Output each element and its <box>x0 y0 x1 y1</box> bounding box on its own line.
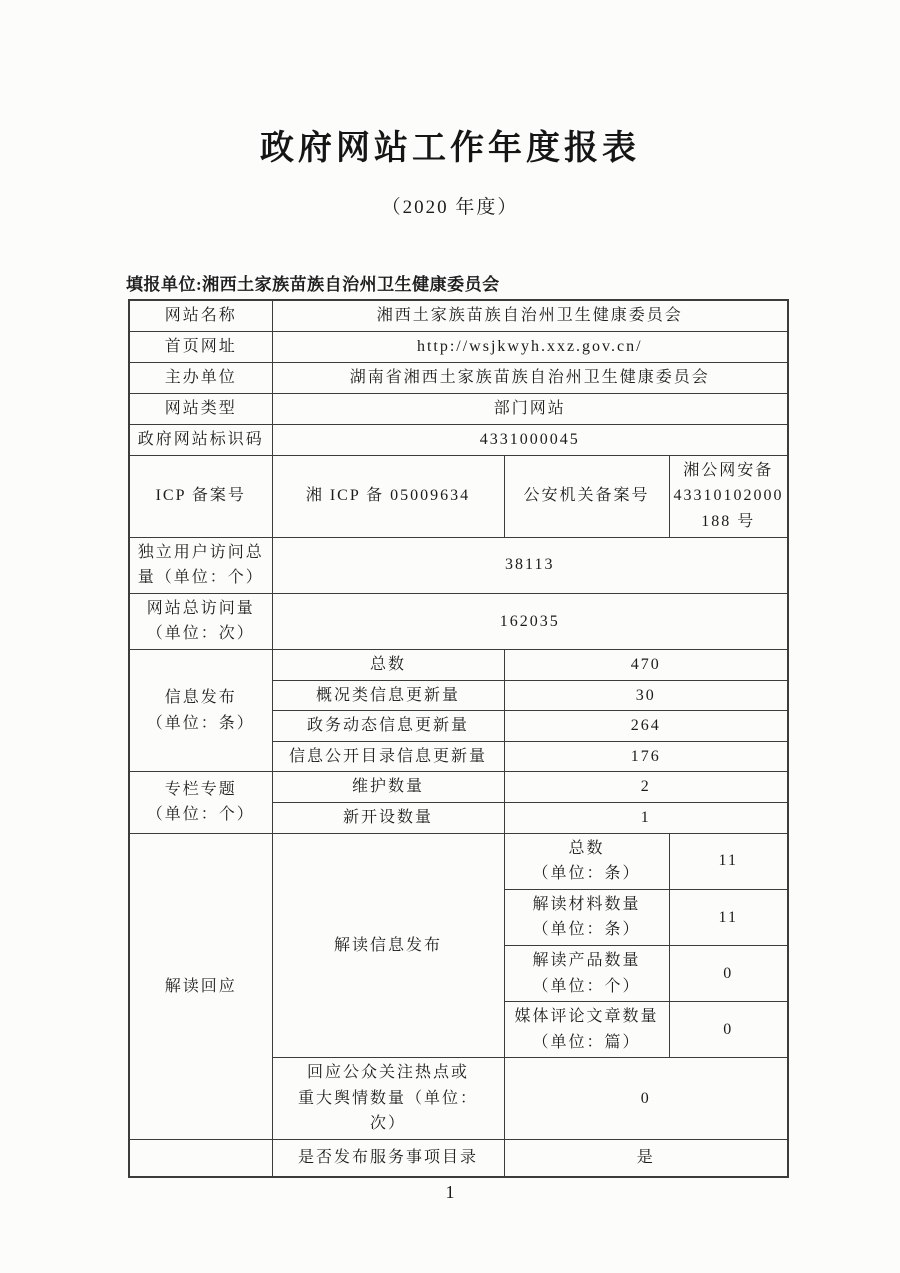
hotspot-label-cell: 回应公众关注热点或 重大舆情数量（单位： 次） <box>272 1058 504 1140</box>
info-release-section-cell: 信息发布 （单位：条） <box>129 649 272 771</box>
homepage-value-cell: http://wsjkwyh.xxz.gov.cn/ <box>272 331 788 362</box>
interp-total-label-cell: 总数 （单位：条） <box>504 833 669 889</box>
unique-visitors-value-cell: 38113 <box>272 537 788 593</box>
row-site-name <box>129 300 788 331</box>
row-total-visits <box>129 593 788 649</box>
police-record-value-cell: 湘公网安备 43310102000 188 号 <box>669 455 788 537</box>
interp-materials-label-cell: 解读材料数量 （单位：条） <box>504 889 669 945</box>
row-unique-visitors <box>129 537 788 593</box>
row-site-type <box>129 393 788 424</box>
interp-media-articles-value-cell: 0 <box>669 1002 788 1058</box>
interp-media-articles-label-cell: 媒体评论文章数量 （单位：篇） <box>504 1002 669 1058</box>
empty-cell <box>129 1140 272 1177</box>
page-number: 1 <box>445 1182 455 1202</box>
icp-label-cell: ICP 备案号 <box>129 455 272 537</box>
row-columns-maintained <box>129 772 788 803</box>
site-type-label-cell: 网站类型 <box>129 393 272 424</box>
row-site-code <box>129 424 788 455</box>
service-directory-value-cell: 是 <box>504 1140 788 1177</box>
site-code-label-cell: 政府网站标识码 <box>129 424 272 455</box>
total-visits-label-cell: 网站总访问量 （单位：次） <box>129 593 272 649</box>
interpretation-section-cell: 解读回应 <box>129 833 272 1140</box>
info-total-value-cell: 470 <box>504 649 788 680</box>
icp-value-cell: 湘 ICP 备 05009634 <box>272 455 504 537</box>
total-visits-value-cell: 162035 <box>272 593 788 649</box>
special-columns-section-cell: 专栏专题 （单位：个） <box>129 772 272 833</box>
interp-products-label-cell: 解读产品数量 （单位：个） <box>504 945 669 1001</box>
document-subtitle: （2020 年度） <box>381 197 519 218</box>
row-icp <box>129 455 788 537</box>
annual-report-table <box>128 299 789 1178</box>
interp-total-value-cell: 11 <box>669 833 788 889</box>
organizer-label-cell: 主办单位 <box>129 362 272 393</box>
site-type-value-cell: 部门网站 <box>272 393 788 424</box>
unique-visitors-label-cell: 独立用户访问总 量（单位：个） <box>129 537 272 593</box>
columns-maintained-value-cell: 2 <box>504 772 788 803</box>
info-open-directory-value-cell: 176 <box>504 741 788 772</box>
homepage-label-cell: 首页网址 <box>129 331 272 362</box>
columns-new-value-cell: 1 <box>504 802 788 833</box>
columns-maintained-label-cell: 维护数量 <box>272 772 504 803</box>
info-gov-news-value-cell: 264 <box>504 711 788 742</box>
organizer-value-cell: 湖南省湘西土家族苗族自治州卫生健康委员会 <box>272 362 788 393</box>
info-overview-value-cell: 30 <box>504 680 788 711</box>
site-name-label-cell: 网站名称 <box>129 300 272 331</box>
service-directory-label-cell: 是否发布服务事项目录 <box>272 1140 504 1177</box>
columns-new-label-cell: 新开设数量 <box>272 802 504 833</box>
site-name-value-cell: 湘西土家族苗族自治州卫生健康委员会 <box>272 300 788 331</box>
interp-products-value-cell: 0 <box>669 945 788 1001</box>
row-organizer <box>129 362 788 393</box>
info-total-label-cell: 总数 <box>272 649 504 680</box>
row-info-release-total <box>129 649 788 680</box>
info-gov-news-label-cell: 政务动态信息更新量 <box>272 711 504 742</box>
row-interp-total <box>129 833 788 889</box>
filing-unit-line: 填报单位:湘西土家族苗族自治州卫生健康委员会 <box>126 275 500 294</box>
info-overview-label-cell: 概况类信息更新量 <box>272 680 504 711</box>
info-open-directory-label-cell: 信息公开目录信息更新量 <box>272 741 504 772</box>
site-code-value-cell: 4331000045 <box>272 424 788 455</box>
interp-materials-value-cell: 11 <box>669 889 788 945</box>
row-service-directory <box>129 1140 788 1177</box>
row-homepage-url <box>129 331 788 362</box>
hotspot-value-cell: 0 <box>504 1058 788 1140</box>
document-title: 政府网站工作年度报表 <box>260 130 640 167</box>
interpretation-release-cell: 解读信息发布 <box>272 833 504 1058</box>
police-record-label-cell: 公安机关备案号 <box>504 455 669 537</box>
